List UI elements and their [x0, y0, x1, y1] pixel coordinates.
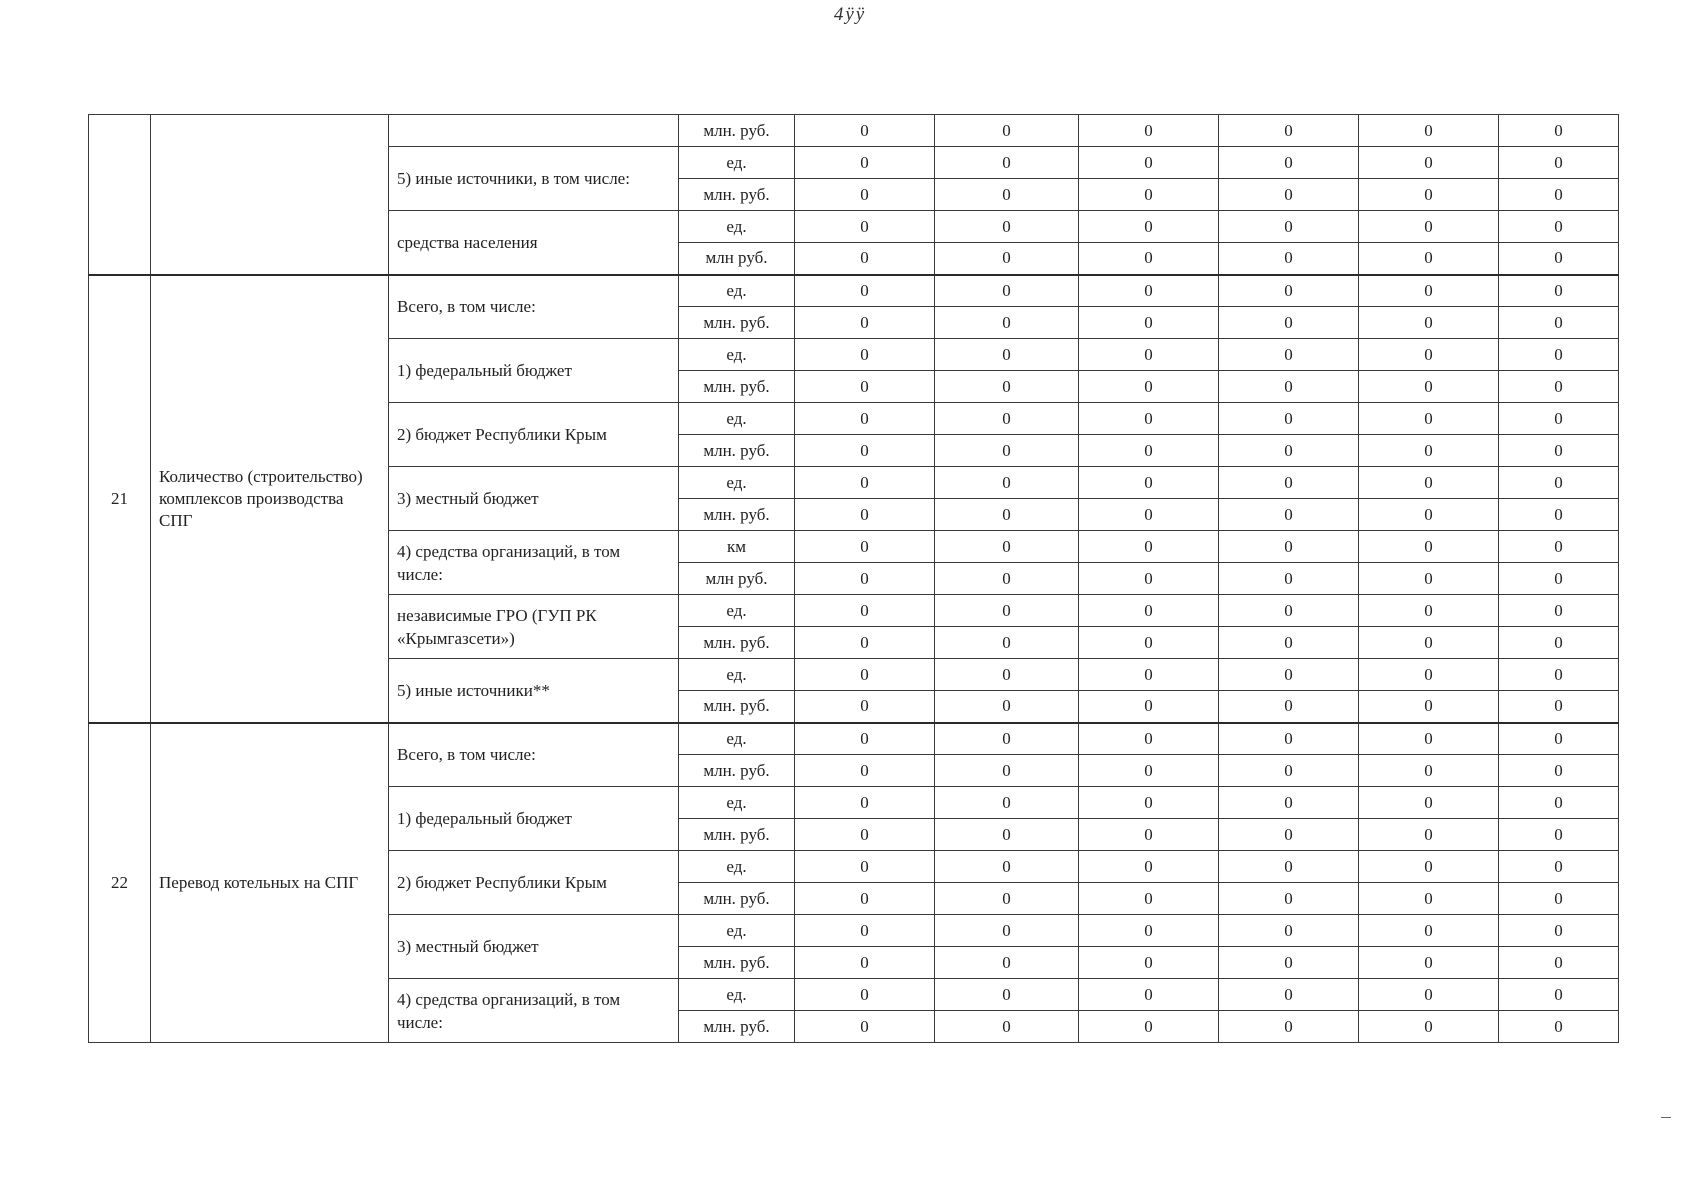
row-number: 21: [89, 275, 151, 723]
value-cell: 0: [1219, 915, 1359, 947]
unit-cell: ед.: [679, 851, 795, 883]
value-cell: 0: [1219, 659, 1359, 691]
value-cell: 0: [1219, 403, 1359, 435]
value-cell: 0: [1219, 979, 1359, 1011]
value-cell: 0: [795, 531, 935, 563]
value-cell: 0: [935, 531, 1079, 563]
value-cell: 0: [935, 947, 1079, 979]
unit-cell: ед.: [679, 339, 795, 371]
value-cell: 0: [1079, 787, 1219, 819]
funding-source: 4) средства организаций, в том числе:: [389, 531, 679, 595]
value-cell: 0: [935, 1011, 1079, 1043]
value-cell: 0: [1359, 691, 1499, 723]
value-cell: 0: [935, 979, 1079, 1011]
value-cell: 0: [1499, 947, 1619, 979]
value-cell: 0: [1359, 659, 1499, 691]
value-cell: 0: [1359, 755, 1499, 787]
value-cell: 0: [795, 179, 935, 211]
table-row: [89, 115, 1619, 147]
value-cell: 0: [1079, 563, 1219, 595]
unit-cell: млн. руб.: [679, 179, 795, 211]
value-cell: 0: [1219, 947, 1359, 979]
value-cell: 0: [1359, 627, 1499, 659]
unit-cell: ед.: [679, 723, 795, 755]
value-cell: 0: [1499, 755, 1619, 787]
value-cell: 0: [795, 243, 935, 275]
value-cell: 0: [1499, 915, 1619, 947]
funding-source: [389, 115, 679, 147]
unit-cell: млн. руб.: [679, 819, 795, 851]
scan-mark: [1661, 1117, 1671, 1118]
unit-cell: млн. руб.: [679, 371, 795, 403]
funding-source: 5) иные источники, в том числе:: [389, 147, 679, 211]
value-cell: 0: [1359, 115, 1499, 147]
value-cell: 0: [1079, 147, 1219, 179]
funding-source: 1) федеральный бюджет: [389, 787, 679, 851]
value-cell: 0: [1499, 307, 1619, 339]
value-cell: 0: [1499, 435, 1619, 467]
value-cell: 0: [795, 851, 935, 883]
value-cell: 0: [935, 595, 1079, 627]
value-cell: 0: [1359, 499, 1499, 531]
value-cell: 0: [1499, 467, 1619, 499]
value-cell: 0: [795, 723, 935, 755]
value-cell: 0: [1079, 275, 1219, 307]
value-cell: 0: [935, 915, 1079, 947]
funding-source: 1) федеральный бюджет: [389, 339, 679, 403]
value-cell: 0: [1219, 563, 1359, 595]
value-cell: 0: [795, 307, 935, 339]
value-cell: 0: [1499, 883, 1619, 915]
value-cell: 0: [935, 339, 1079, 371]
unit-cell: ед.: [679, 915, 795, 947]
unit-cell: млн. руб.: [679, 947, 795, 979]
value-cell: 0: [1079, 339, 1219, 371]
page-number: 4ÿÿ: [833, 4, 867, 25]
value-cell: 0: [1359, 435, 1499, 467]
row-number: [89, 115, 151, 275]
value-cell: 0: [795, 147, 935, 179]
value-cell: 0: [1499, 723, 1619, 755]
funding-source: средства населения: [389, 211, 679, 275]
unit-cell: км: [679, 531, 795, 563]
value-cell: 0: [935, 691, 1079, 723]
value-cell: 0: [1079, 979, 1219, 1011]
value-cell: 0: [935, 627, 1079, 659]
value-cell: 0: [795, 1011, 935, 1043]
value-cell: 0: [795, 691, 935, 723]
value-cell: 0: [1079, 499, 1219, 531]
value-cell: 0: [1219, 691, 1359, 723]
value-cell: 0: [1079, 403, 1219, 435]
value-cell: 0: [935, 179, 1079, 211]
unit-cell: млн руб.: [679, 563, 795, 595]
unit-cell: млн. руб.: [679, 627, 795, 659]
value-cell: 0: [1359, 851, 1499, 883]
value-cell: 0: [1359, 147, 1499, 179]
value-cell: 0: [1359, 467, 1499, 499]
value-cell: 0: [1219, 755, 1359, 787]
value-cell: 0: [795, 371, 935, 403]
value-cell: 0: [1079, 307, 1219, 339]
value-cell: 0: [1359, 403, 1499, 435]
value-cell: 0: [935, 371, 1079, 403]
value-cell: 0: [1359, 787, 1499, 819]
value-cell: 0: [1219, 819, 1359, 851]
value-cell: 0: [1079, 467, 1219, 499]
value-cell: 0: [795, 563, 935, 595]
value-cell: 0: [795, 115, 935, 147]
value-cell: 0: [1359, 883, 1499, 915]
unit-cell: ед.: [679, 467, 795, 499]
value-cell: 0: [1499, 691, 1619, 723]
value-cell: 0: [1079, 947, 1219, 979]
value-cell: 0: [1079, 115, 1219, 147]
value-cell: 0: [1079, 659, 1219, 691]
value-cell: 0: [935, 211, 1079, 243]
value-cell: 0: [935, 819, 1079, 851]
value-cell: 0: [795, 339, 935, 371]
value-cell: 0: [1359, 243, 1499, 275]
value-cell: 0: [1219, 1011, 1359, 1043]
value-cell: 0: [1079, 883, 1219, 915]
funding-source: 4) средства организаций, в том числе:: [389, 979, 679, 1043]
value-cell: 0: [1499, 243, 1619, 275]
value-cell: 0: [1359, 179, 1499, 211]
value-cell: 0: [1499, 595, 1619, 627]
value-cell: 0: [1079, 1011, 1219, 1043]
value-cell: 0: [1079, 915, 1219, 947]
value-cell: 0: [935, 499, 1079, 531]
value-cell: 0: [1359, 275, 1499, 307]
value-cell: 0: [1499, 147, 1619, 179]
value-cell: 0: [1359, 915, 1499, 947]
value-cell: 0: [1079, 595, 1219, 627]
value-cell: 0: [1359, 339, 1499, 371]
unit-cell: млн. руб.: [679, 691, 795, 723]
unit-cell: млн. руб.: [679, 499, 795, 531]
value-cell: 0: [795, 979, 935, 1011]
unit-cell: млн. руб.: [679, 307, 795, 339]
value-cell: 0: [1219, 531, 1359, 563]
value-cell: 0: [1499, 819, 1619, 851]
value-cell: 0: [1079, 243, 1219, 275]
unit-cell: млн. руб.: [679, 435, 795, 467]
value-cell: 0: [1079, 627, 1219, 659]
unit-cell: млн руб.: [679, 243, 795, 275]
unit-cell: ед.: [679, 979, 795, 1011]
row-number: 22: [89, 723, 151, 1043]
value-cell: 0: [1219, 435, 1359, 467]
value-cell: 0: [935, 467, 1079, 499]
value-cell: 0: [1359, 371, 1499, 403]
value-cell: 0: [1499, 339, 1619, 371]
value-cell: 0: [1219, 723, 1359, 755]
table-row: [89, 275, 1619, 307]
value-cell: 0: [1359, 979, 1499, 1011]
funding-table: [88, 114, 1619, 1043]
value-cell: 0: [1499, 275, 1619, 307]
value-cell: 0: [1499, 499, 1619, 531]
value-cell: 0: [1079, 435, 1219, 467]
value-cell: 0: [935, 147, 1079, 179]
unit-cell: ед.: [679, 595, 795, 627]
value-cell: 0: [935, 435, 1079, 467]
value-cell: 0: [1219, 179, 1359, 211]
table-row: [89, 723, 1619, 755]
value-cell: 0: [1079, 755, 1219, 787]
value-cell: 0: [1359, 947, 1499, 979]
value-cell: 0: [935, 659, 1079, 691]
value-cell: 0: [1219, 371, 1359, 403]
unit-cell: млн. руб.: [679, 883, 795, 915]
value-cell: 0: [795, 915, 935, 947]
value-cell: 0: [1079, 819, 1219, 851]
value-cell: 0: [1219, 627, 1359, 659]
value-cell: 0: [795, 403, 935, 435]
value-cell: 0: [935, 243, 1079, 275]
funding-source: независимые ГРО (ГУП РК «Крымгазсети»): [389, 595, 679, 659]
value-cell: 0: [1219, 147, 1359, 179]
value-cell: 0: [1079, 851, 1219, 883]
funding-source: 2) бюджет Республики Крым: [389, 403, 679, 467]
value-cell: 0: [1499, 371, 1619, 403]
indicator-name: Перевод котельных на СПГ: [151, 723, 389, 1043]
value-cell: 0: [1359, 595, 1499, 627]
value-cell: 0: [935, 723, 1079, 755]
value-cell: 0: [1499, 1011, 1619, 1043]
funding-source: 3) местный бюджет: [389, 467, 679, 531]
value-cell: 0: [1219, 275, 1359, 307]
value-cell: 0: [1499, 979, 1619, 1011]
value-cell: 0: [1079, 691, 1219, 723]
value-cell: 0: [1359, 211, 1499, 243]
value-cell: 0: [795, 499, 935, 531]
value-cell: 0: [1219, 243, 1359, 275]
unit-cell: ед.: [679, 211, 795, 243]
funding-source: 5) иные источники**: [389, 659, 679, 723]
value-cell: 0: [1219, 307, 1359, 339]
value-cell: 0: [795, 211, 935, 243]
value-cell: 0: [935, 115, 1079, 147]
funding-source: Всего, в том числе:: [389, 723, 679, 787]
value-cell: 0: [795, 659, 935, 691]
unit-cell: ед.: [679, 403, 795, 435]
indicator-name: Количество (строительство) комплексов производства СПГ: [151, 275, 389, 723]
value-cell: 0: [935, 307, 1079, 339]
value-cell: 0: [1499, 627, 1619, 659]
value-cell: 0: [1219, 787, 1359, 819]
value-cell: 0: [1359, 1011, 1499, 1043]
value-cell: 0: [1079, 371, 1219, 403]
value-cell: 0: [1219, 595, 1359, 627]
value-cell: 0: [1499, 179, 1619, 211]
value-cell: 0: [1499, 531, 1619, 563]
value-cell: 0: [935, 563, 1079, 595]
indicator-name: [151, 115, 389, 275]
value-cell: 0: [795, 435, 935, 467]
unit-cell: млн. руб.: [679, 755, 795, 787]
unit-cell: млн. руб.: [679, 115, 795, 147]
value-cell: 0: [1219, 339, 1359, 371]
value-cell: 0: [1499, 563, 1619, 595]
value-cell: 0: [1499, 851, 1619, 883]
value-cell: 0: [1219, 467, 1359, 499]
table-body: [89, 115, 1619, 1043]
value-cell: 0: [795, 787, 935, 819]
value-cell: 0: [1219, 499, 1359, 531]
value-cell: 0: [1079, 211, 1219, 243]
value-cell: 0: [795, 883, 935, 915]
value-cell: 0: [1359, 531, 1499, 563]
value-cell: 0: [1499, 659, 1619, 691]
value-cell: 0: [935, 275, 1079, 307]
value-cell: 0: [1499, 211, 1619, 243]
value-cell: 0: [1359, 723, 1499, 755]
value-cell: 0: [795, 819, 935, 851]
value-cell: 0: [1499, 115, 1619, 147]
value-cell: 0: [1079, 531, 1219, 563]
value-cell: 0: [1359, 563, 1499, 595]
value-cell: 0: [795, 275, 935, 307]
value-cell: 0: [935, 755, 1079, 787]
funding-source: 2) бюджет Республики Крым: [389, 851, 679, 915]
value-cell: 0: [1499, 787, 1619, 819]
value-cell: 0: [795, 627, 935, 659]
unit-cell: ед.: [679, 787, 795, 819]
value-cell: 0: [1079, 723, 1219, 755]
value-cell: 0: [1359, 307, 1499, 339]
value-cell: 0: [1079, 179, 1219, 211]
value-cell: 0: [935, 851, 1079, 883]
value-cell: 0: [1499, 403, 1619, 435]
value-cell: 0: [935, 787, 1079, 819]
value-cell: 0: [795, 755, 935, 787]
value-cell: 0: [1219, 883, 1359, 915]
value-cell: 0: [1219, 211, 1359, 243]
funding-source: 3) местный бюджет: [389, 915, 679, 979]
value-cell: 0: [935, 883, 1079, 915]
unit-cell: млн. руб.: [679, 1011, 795, 1043]
value-cell: 0: [1219, 115, 1359, 147]
funding-source: Всего, в том числе:: [389, 275, 679, 339]
value-cell: 0: [795, 947, 935, 979]
unit-cell: ед.: [679, 275, 795, 307]
value-cell: 0: [935, 403, 1079, 435]
unit-cell: ед.: [679, 659, 795, 691]
value-cell: 0: [1219, 851, 1359, 883]
unit-cell: ед.: [679, 147, 795, 179]
value-cell: 0: [1359, 819, 1499, 851]
value-cell: 0: [795, 595, 935, 627]
value-cell: 0: [795, 467, 935, 499]
